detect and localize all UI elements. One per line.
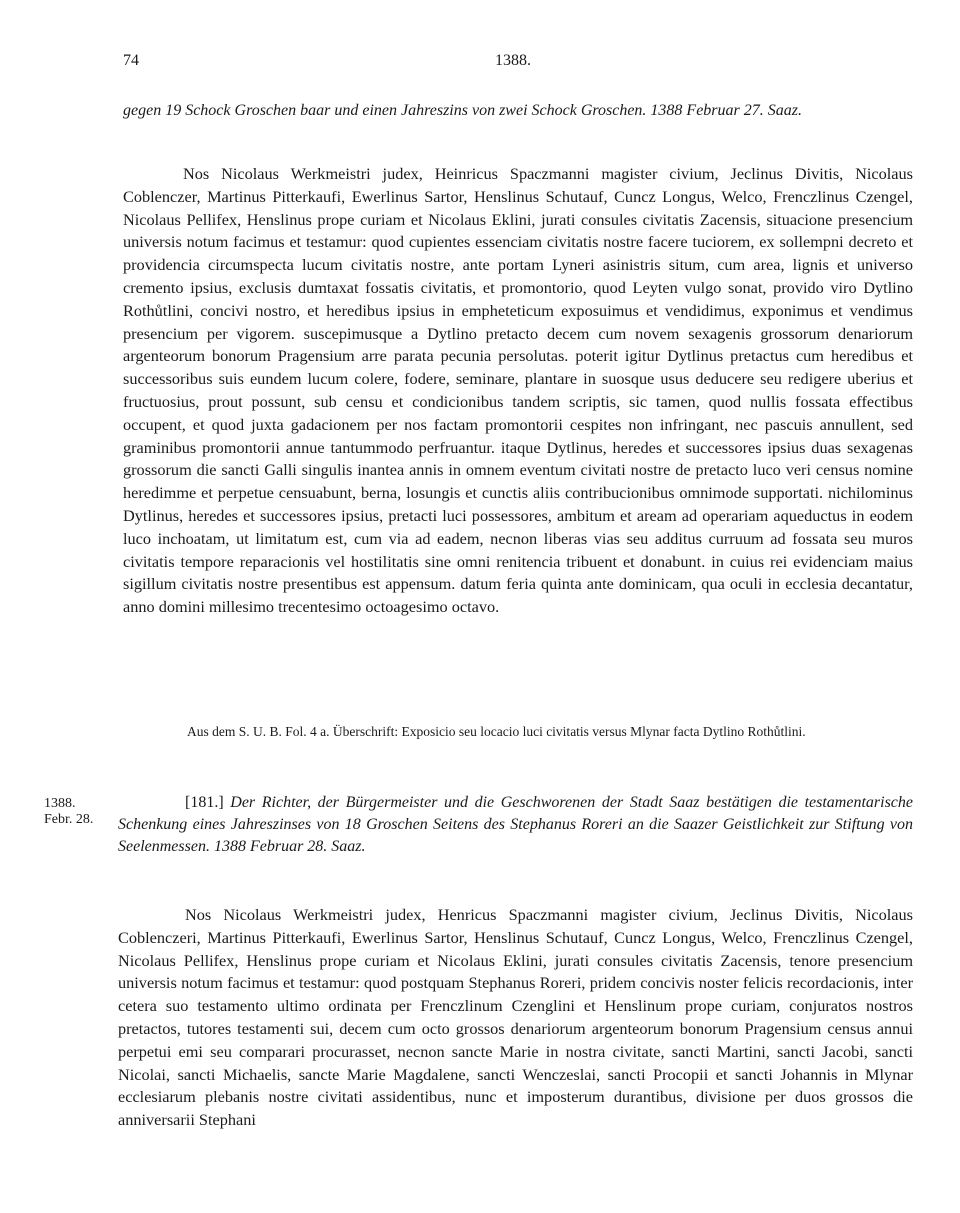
year-header: 1388. (495, 52, 531, 69)
regest-180: gegen 19 Schock Groschen baar und einen Jahreszins von zwei Schock Groschen. 1388 Februar 27. Saaz. (123, 102, 802, 119)
document-text-180: Nos Nicolaus Werkmeistri judex, Heinricus Spaczmanni magister civium, Jeclinus Divitis, Nicolaus Coblenczer, Martinus Pitterkaufi, Ewerlinus Sartor, Henslinus Schutauf, Cuncz Longus, Welco, Frenczlinus Czengel, Nicolaus Pellifex, Henslinus prope curiam et Nicolaus Eklini, jurati consules civitatis Zacensis, situacione presencium universis notum facimus et testamur: quod cupientes essenciam civitatis nostre facere tuciorem, ex sollempni decreto et providencia circumspecta lucum civitatis nostre, ante portam Lyneri asinistris situm, cum area, lignis et universo cremento ipsius, exclusis dumtaxat fossatis civitatis, et promontorio, quod Leyten vulgo sonat, provido viro Dytlino Rothůtlini, concivi nostro, et heredibus ipsius in empheteticum exposuimus et vendidimus, exponimus et vendimus presencium per vigorem. suscepimusque a Dytlino pretacto decem cum novem sexagenis grossorum denariorum argenteorum bonorum Pragensium arre parata pecunia persolutas. poterit igitur Dytlinus pretactus cum heredibus et successoribus suis eundem lucum colere, fodere, seminare, plantare in suosque usus deducere seu redigere uberius et fructuosius, prout possunt, sub censu et condicionibus tandem scriptis, sic tamen, quod nullis fossata effectibus occupent, et quod juxta gadacionem per nos factam promontorii cespites non infringant, nec pascuis annullent, sed graminibus promontorii annue tantummodo perfruantur. itaque Dytlinus, heredes et successores ipsius duas sexagenas grossorum die sancti Galli singulis inantea annis in omnem eventum civitati nostre de pretacto luco veri census nomine heredimme et perpetue censuabunt, berna, losungis et cunctis aliis contribucionibus omnimode supportati. nichilominus Dytlinus, heredes et successores ipsius, pretacti luci possessores, ambitum et aream ad operariam aqueductus in eodem luco inchoatam, ut limitatum est, cum via ad eadem, necnon liberas vias seu additus curruum ad fossata seu muros civitatis tempore reparacionis vel hostilitatis sine omni renitencia tribuent et donabunt. in cuius rei evidenciam maius sigillum civitatis nostre presentibus est appensum. datum feria quinta ante dominicam, qua oculi in ecclesia decantatur, anno domini millesimo trecentesimo octoagesimo octavo. (123, 164, 913, 617)
regest-181 (118, 792, 913, 858)
page-number: 74 (123, 52, 139, 69)
margin-year: 1388. (44, 796, 76, 811)
margin-date (44, 796, 110, 828)
document-number: [181.] (185, 794, 231, 811)
regest-181-text: Der Richter, der Bürgermeister und die Geschworenen der Stadt Saaz bestätigen die testamentarische Schenkung eines Jahreszinses von 18 Groschen Seitens des Stephanus Roreri an die Saazer Geistlichkeit zur Stiftung von Seelenmessen. 1388 Februar 28. Saaz. (118, 794, 914, 855)
document-text-181: Nos Nicolaus Werkmeistri judex, Henricus Spaczmanni magister civium, Jeclinus Divitis, Nicolaus Coblenczeri, Martinus Pitterkaufi, Ewerlinus Sartor, Henslinus Schutauf, Cuncz Longus, Welco, Frenczlinus Czengel, Nicolaus Pellifex, Henslinus prope curiam et Nicolaus Eklini, jurati consules civitatis Zacensis, tenore presencium universis notum facimus et testamur: quod postquam Stephanus Roreri, pridem concivis noster felicis recordacionis, inter cetera suo testamento ultimo ordinata per Frenczlinum Czenglini et Henslinum prope curiam, conjuratos nostros pretactos, tutores testamenti sui, decem cum octo grossos denariorum argenteorum bonorum Pragensium census annui perpetui emi seu comparari procurasset, necnon sancte Marie in nostra civitate, sancti Martini, sancti Jacobi, sancti Nicolai, sancti Michaelis, sancte Marie Magdalene, sancti Wenczeslai, sancti Procopii et sancti Johannis in Mlynar ecclesiarum plebanis nostre civitati assidentibus, nunc et imposterum durantibus, divisione per duos grossos die anniversarii Stephani (118, 905, 913, 1130)
margin-day: Febr. 28. (44, 812, 94, 827)
source-note: Aus dem S. U. B. Fol. 4 a. Überschrift: Exposicio seu locacio luci civitatis versus Mlynar facta Dytlino Rothůtlini. (187, 724, 806, 739)
